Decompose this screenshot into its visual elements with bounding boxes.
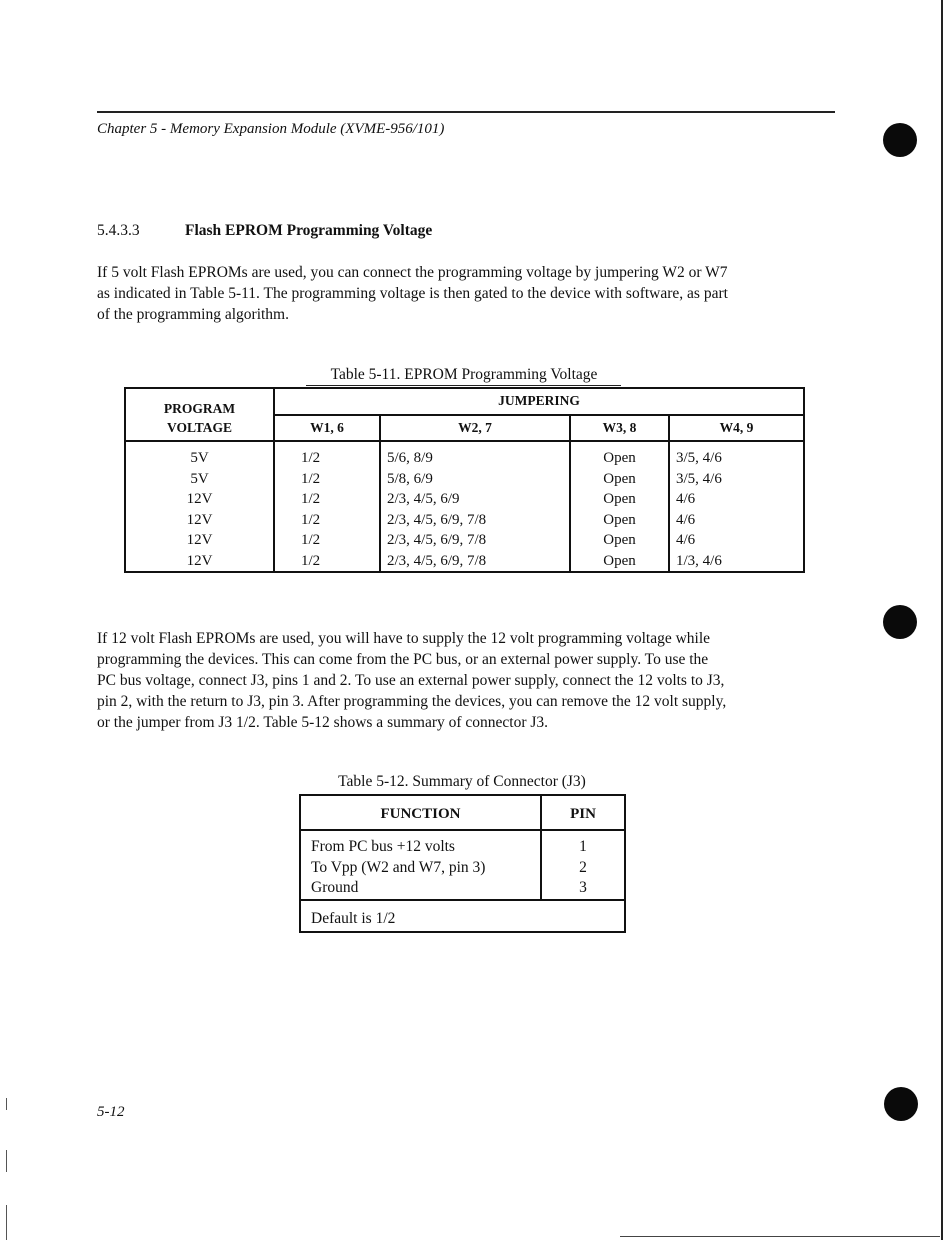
cell-w2: 5/8, 6/9	[380, 469, 570, 490]
cell-w4: 3/5, 4/6	[669, 469, 804, 490]
cell-function: Ground	[311, 879, 359, 896]
section-heading	[97, 222, 432, 240]
paragraph-programming-12v	[97, 628, 837, 733]
connector-j3-table	[299, 794, 626, 933]
default-note: Default is 1/2	[300, 900, 625, 933]
binder-hole	[883, 605, 917, 639]
table-caption-text: Table 5-11. EPROM Programming Voltage	[330, 366, 598, 383]
cell-function: From PC bus +12 volts	[311, 838, 455, 855]
paragraph-line: or the jumper from J3 1/2. Table 5-12 shows a summary of connector J3.	[97, 714, 549, 731]
cell-w2: 2/3, 4/5, 6/9, 7/8	[380, 551, 570, 573]
paragraph-line: programming the devices. This can come from the PC bus, or an external power supply. To use the	[97, 651, 709, 668]
page-number: 5-12	[97, 1104, 125, 1120]
col-w3-8: W3, 8	[570, 415, 669, 442]
cell-w1: 1/2	[274, 510, 380, 531]
scan-mark	[6, 1098, 7, 1110]
cell-w4: 4/6	[669, 530, 804, 551]
table-caption-text: Table 5-12. Summary of Connector (J3)	[338, 773, 586, 790]
cell-w1: 1/2	[274, 441, 380, 469]
cell-w4: 4/6	[669, 489, 804, 510]
table-row	[300, 858, 625, 879]
cell-w1: 1/2	[274, 551, 380, 573]
paragraph-line: as indicated in Table 5-11. The programming voltage is then gated to the device with software, as part	[97, 285, 728, 302]
cell-w2: 2/3, 4/5, 6/9, 7/8	[380, 510, 570, 531]
cell-pin: 3	[541, 878, 625, 900]
binder-hole	[883, 123, 917, 157]
cell-function: To Vpp (W2 and W7, pin 3)	[311, 858, 486, 876]
chapter-header: Chapter 5 - Memory Expansion Module (XVME-956/101)	[97, 121, 445, 137]
col-w2-7: W2, 7	[380, 415, 570, 442]
cell-voltage: 12V	[186, 552, 213, 569]
col-w1-6: W1, 6	[274, 415, 380, 442]
cell-w1: 1/2	[274, 530, 380, 551]
program-voltage-header-line2: VOLTAGE	[166, 420, 232, 435]
cell-w3: Open	[570, 551, 669, 573]
table-5-11-caption	[124, 366, 804, 384]
table-row	[125, 441, 804, 469]
cell-w1: 1/2	[274, 489, 380, 510]
table-row	[125, 469, 804, 490]
paragraph-line: pin 2, with the return to J3, pin 3. After programming the devices, you can remove the 12 volt supply,	[97, 693, 727, 710]
eprom-voltage-table	[124, 387, 805, 573]
table-row	[125, 489, 804, 510]
table-5-12-caption	[299, 773, 625, 791]
scan-mark	[6, 1205, 7, 1240]
table-note-row	[300, 900, 625, 933]
table-row	[125, 530, 804, 551]
paragraph-programming-5v	[97, 262, 837, 325]
cell-pin: 1	[541, 830, 625, 858]
cell-pin: 2	[541, 858, 625, 879]
function-header: FUNCTION	[300, 795, 541, 830]
page-edge-line	[941, 0, 943, 1240]
cell-voltage: 12V	[186, 491, 213, 507]
table-row	[300, 878, 625, 900]
cell-w2: 2/3, 4/5, 6/9	[380, 489, 570, 510]
cell-w3: Open	[570, 530, 669, 551]
cell-voltage: 5V	[190, 450, 209, 466]
paragraph-line: of the programming algorithm.	[97, 306, 289, 323]
binder-hole	[884, 1087, 918, 1121]
caption-underline	[306, 385, 621, 386]
cell-w3: Open	[570, 489, 669, 510]
pin-header: PIN	[541, 795, 625, 830]
paragraph-line: If 5 volt Flash EPROMs are used, you can connect the programming voltage by jumpering W2 or W7	[97, 264, 728, 281]
cell-w4: 3/5, 4/6	[669, 441, 804, 469]
section-number: 5.4.3.3	[97, 222, 140, 239]
section-title: Flash EPROM Programming Voltage	[185, 222, 433, 239]
header-rule	[97, 111, 835, 113]
page-edge-line	[620, 1236, 940, 1237]
col-w4-9: W4, 9	[669, 415, 804, 442]
scan-mark	[6, 1150, 7, 1172]
cell-w3: Open	[570, 441, 669, 469]
paragraph-line: PC bus voltage, connect J3, pins 1 and 2. To use an external power supply, connect the 12 volts to J3,	[97, 672, 725, 689]
cell-w3: Open	[570, 510, 669, 531]
program-voltage-header-line1: PROGRAM	[163, 401, 236, 416]
cell-w4: 4/6	[669, 510, 804, 531]
table-row	[125, 510, 804, 531]
cell-voltage: 5V	[190, 470, 209, 487]
table-row	[300, 830, 625, 858]
paragraph-line: If 12 volt Flash EPROMs are used, you will have to supply the 12 volt programming voltage while	[97, 630, 711, 647]
cell-w4: 1/3, 4/6	[669, 551, 804, 573]
cell-w1: 1/2	[274, 469, 380, 490]
program-voltage-header	[125, 388, 274, 441]
cell-w3: Open	[570, 469, 669, 490]
jumpering-header: JUMPERING	[274, 388, 804, 415]
cell-voltage: 12V	[186, 532, 213, 548]
cell-w2: 2/3, 4/5, 6/9, 7/8	[380, 530, 570, 551]
cell-voltage: 12V	[186, 511, 213, 528]
cell-w2: 5/6, 8/9	[380, 441, 570, 469]
table-row	[125, 551, 804, 573]
